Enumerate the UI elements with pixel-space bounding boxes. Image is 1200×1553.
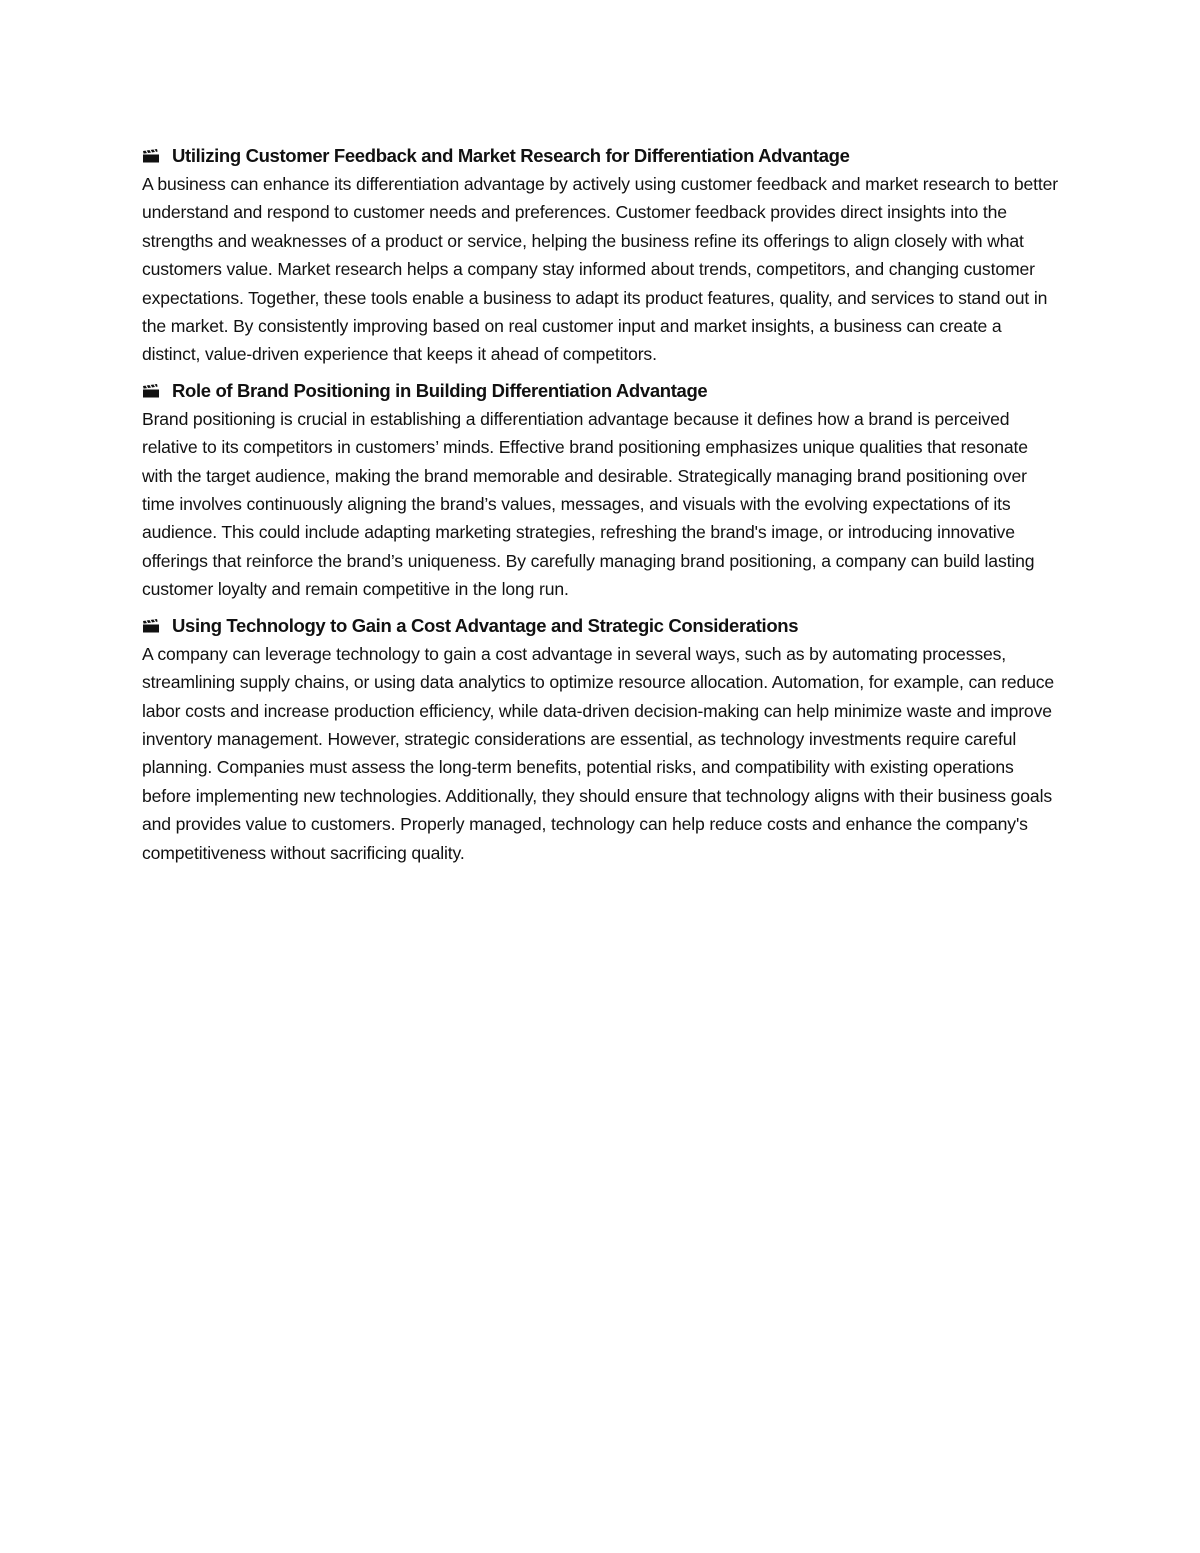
section-heading [142, 612, 1062, 640]
section-technology-cost [142, 612, 1062, 867]
clapperboard-icon [142, 149, 160, 163]
clapperboard-icon [142, 384, 160, 398]
section-heading [142, 377, 1062, 405]
section-body-text: Brand positioning is crucial in establishing a differentiation advantage because it defines how a brand is perceived relative to its competitors in customers’ minds. Effective brand positioning emphasizes unique qualities that resonate with the target audience, making the brand memorable and desirable. Strategically managing brand positioning over time involves continuously aligning the brand’s values, messages, and visuals with the evolving expectations of its audience. This could include adapting marketing strategies, refreshing the brand's image, or introducing innovative offerings that reinforce the brand’s uniqueness. By carefully managing brand positioning, a company can build lasting customer loyalty and remain competitive in the long run. [142, 408, 1035, 600]
document-page [142, 142, 1062, 875]
section-body-text: A company can leverage technology to gain a cost advantage in several ways, such as by automating processes, streamlining supply chains, or using data analytics to optimize resource allocation. Automation, for example, can reduce labor costs and increase production efficiency, while data-driven decision-making can help minimize waste and improve inventory management. However, strategic considerations are essential, as technology investments require careful planning. Companies must assess the long-term benefits, potential risks, and compatibility with existing operations before implementing new technologies. Additionally, they should ensure that technology aligns with their business goals and provides value to customers. Properly managed, technology can help reduce costs and enhance the company's competitiveness without sacrificing quality. [142, 643, 1055, 863]
section-heading-text: Role of Brand Positioning in Building Differentiation Advantage [172, 379, 708, 401]
section-heading [142, 142, 1062, 170]
section-heading-text: Using Technology to Gain a Cost Advantage and Strategic Considerations [172, 614, 799, 636]
clapperboard-icon [142, 619, 160, 633]
section-customer-feedback [142, 142, 1062, 369]
section-brand-positioning [142, 377, 1062, 604]
section-heading-text: Utilizing Customer Feedback and Market Research for Differentiation Advantage [172, 145, 850, 166]
section-body-text: A business can enhance its differentiation advantage by actively using customer feedback and market research to better understand and respond to customer needs and preferences. Customer feedback provides direct insights into the strengths and weaknesses of a product or service, helping the business refine its offerings to align closely with what customers value. Market research helps a company stay informed about trends, competitors, and changing customer expectations. Together, these tools enable a business to adapt its product features, quality, and services to stand out in the market. By consistently improving based on real customer input and market insights, a business can create a distinct, value-driven experience that keeps it ahead of competitors. [142, 174, 1058, 365]
